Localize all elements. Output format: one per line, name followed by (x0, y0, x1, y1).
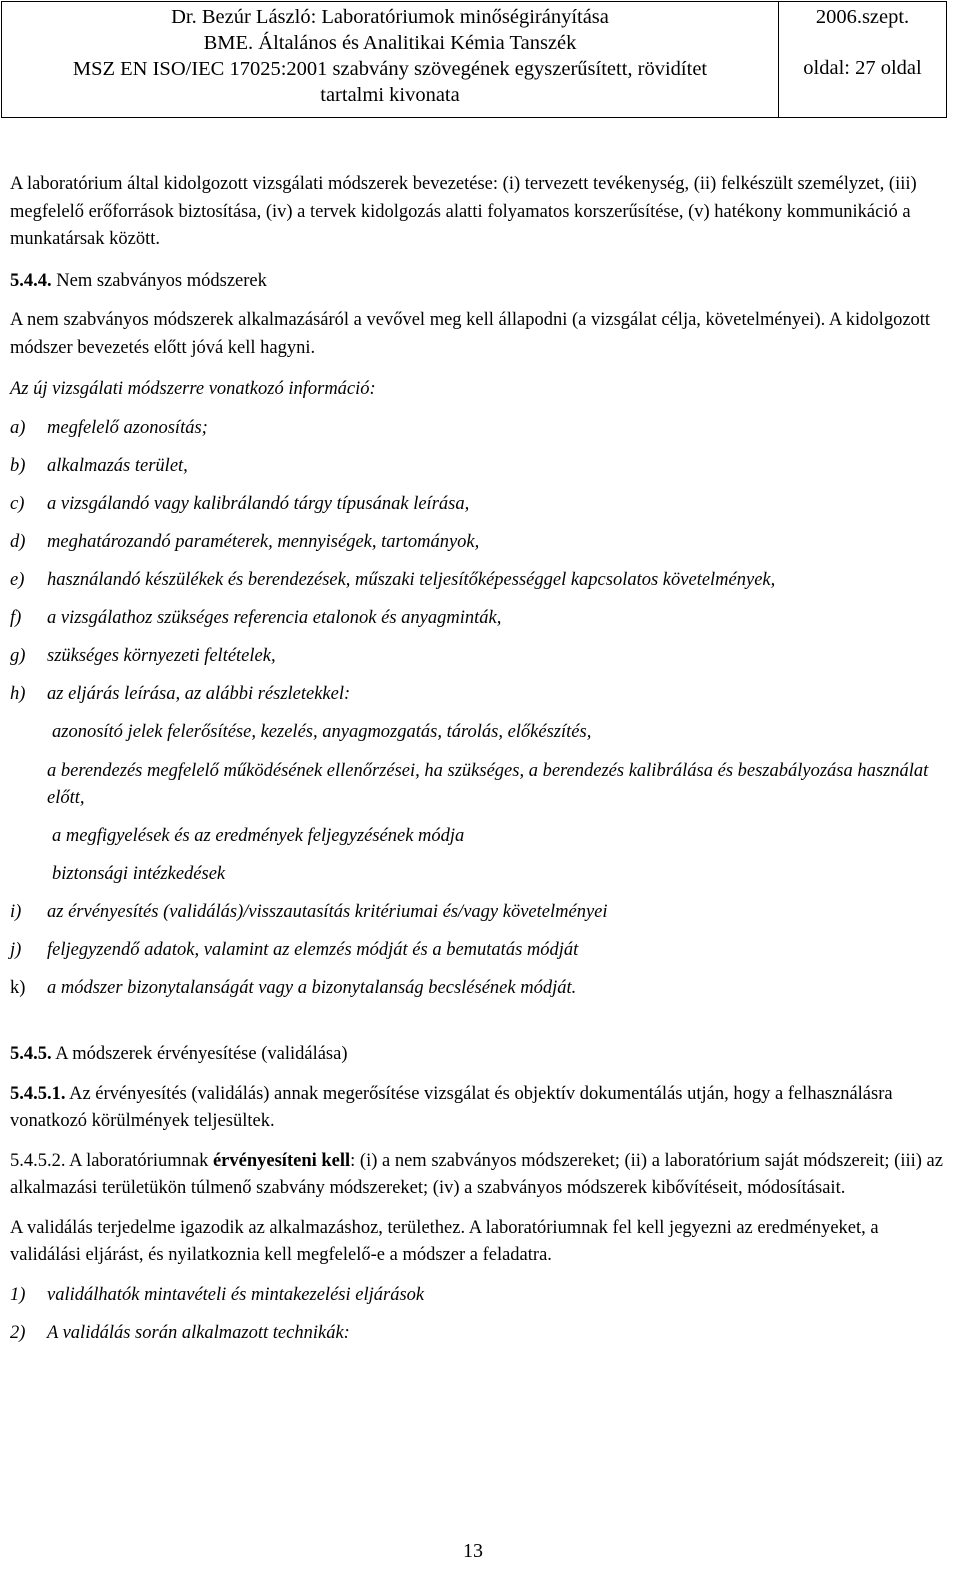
sub-list-item: a megfigyelések és az eredmények feljegyzésének módja (52, 825, 465, 846)
section-5-4-5-1 (10, 1081, 945, 1135)
header-page-count: oldal: 27 oldal (803, 57, 922, 79)
header-standard: MSZ EN ISO/IEC 17025:2001 szabvány szövegének egyszerűsített, rövidítet (72, 58, 708, 80)
list-item: k) a módszer bizonytalanságát vagy a bizonytalanság becslésének módját. (10, 977, 577, 998)
list-item: b) alkalmazás terület, (10, 455, 188, 476)
info-list (10, 415, 945, 1002)
list-item: g) szükséges környezeti feltételek, (10, 645, 276, 666)
header-subtitle: tartalmi kivonata (320, 84, 460, 106)
page-header (1, 1, 947, 118)
header-department: BME. Általános és Analitikai Kémia Tanszék (203, 32, 577, 54)
validation-paragraph: A validálás terjedelme igazodik az alkalmazáshoz, területhez. A laboratóriumnak fel kell jegyezni az eredményeket, a validálási eljárást, és nyilatkoznia kell megfelelő-e a módszer a feladatra. (10, 1218, 879, 1265)
header-title-cell (2, 2, 779, 117)
section-number: 5.4.5.1. (10, 1084, 66, 1104)
sub-list-item: biztonsági intézkedések (52, 863, 226, 884)
list-item: h) az eljárás leírása, az alábbi részletekkel: (10, 683, 351, 704)
header-meta-cell (779, 2, 946, 117)
info-intro: Az új vizsgálati módszerre vonatkozó információ: (10, 379, 376, 399)
sub-list-item: a berendezés megfelelő működésének ellenőrzései, ha szükséges, a berendezés kalibrálása és beszabályozása használat előtt, (47, 760, 929, 808)
list-item: e) használandó készülékek és berendezések, műszaki teljesítőképességgel kapcsolatos követelmények, (10, 569, 776, 590)
page-number: 13 (463, 1540, 483, 1562)
list-item: j) feljegyzendő adatok, valamint az elemzés módját és a bemutatás módját (10, 939, 579, 960)
section-lead: 5.4.5.2. A laboratóriumnak (10, 1151, 213, 1171)
section-title: Nem szabványos módszerek (51, 270, 267, 291)
section-emphasis: érvényesíteni kell (212, 1151, 351, 1171)
intro-paragraph: A laboratórium által kidolgozott vizsgálati módszerek bevezetése: (i) tervezett tevékenység, (ii) felkészült személyzet, (iii) megfelelő erőforrások biztosítása, (iv) a tervek kidolgozás alatti folyamatos korszerűsítése, (v) hatékony kommunikáció a munkatársak között. (10, 174, 917, 249)
section-number: 5.4.4. (10, 270, 52, 291)
list-item: a) megfelelő azonosítás; (10, 417, 208, 438)
section-number: 5.4.5. (10, 1043, 52, 1064)
list-item: 2) A validálás során alkalmazott technikák: (10, 1323, 350, 1343)
section-5-4-5-heading (10, 1041, 945, 1069)
numbered-list (10, 1282, 945, 1347)
list-item: d) meghatározandó paraméterek, mennyiségek, tartományok, (10, 531, 480, 552)
sub-list-item: azonosító jelek felerősítése, kezelés, anyagmozgatás, tárolás, előkészítés, (52, 721, 592, 742)
section-title: A módszerek érvényesítése (validálása) (51, 1043, 348, 1064)
list-item: 1) validálhatók mintavételi és mintakezelési eljárások (10, 1285, 425, 1305)
section-5-4-4-heading (10, 268, 945, 296)
header-author-title: Dr. Bezúr László: Laboratóriumok minőségirányítása (171, 6, 609, 28)
section-text: : (i) a nem szabványos módszereket; (ii) a laboratórium saját módszereit; (iii) az alkalmazási területükön túlmenő szabvány módszereket; (iv) a szabványos módszerek kibővítéseit, módosításait. (10, 1151, 943, 1198)
header-date: 2006.szept. (815, 6, 910, 28)
list-item: f) a vizsgálathoz szükséges referencia etalonok és anyagminták, (10, 607, 502, 628)
page-content (10, 171, 945, 1347)
section-5-4-5-2 (10, 1148, 945, 1202)
list-item: i) az érvényesítés (validálás)/visszautasítás kritériumai és/vagy követelményei (10, 901, 608, 922)
list-item: c) a vizsgálandó vagy kalibrálandó tárgy típusának leírása, (10, 493, 470, 514)
section-5-4-4-text: A nem szabványos módszerek alkalmazásáról a vevővel meg kell állapodni (a vizsgálat célja, követelményei). A kidolgozott módszer bevezetés előtt jóvá kell hagyni. (10, 310, 931, 358)
section-text: Az érvényesítés (validálás) annak megerősítése vizsgálat és objektív dokumentálás utján, hogy a felhasználásra vonatkozó körülmények teljesültek. (10, 1084, 893, 1131)
